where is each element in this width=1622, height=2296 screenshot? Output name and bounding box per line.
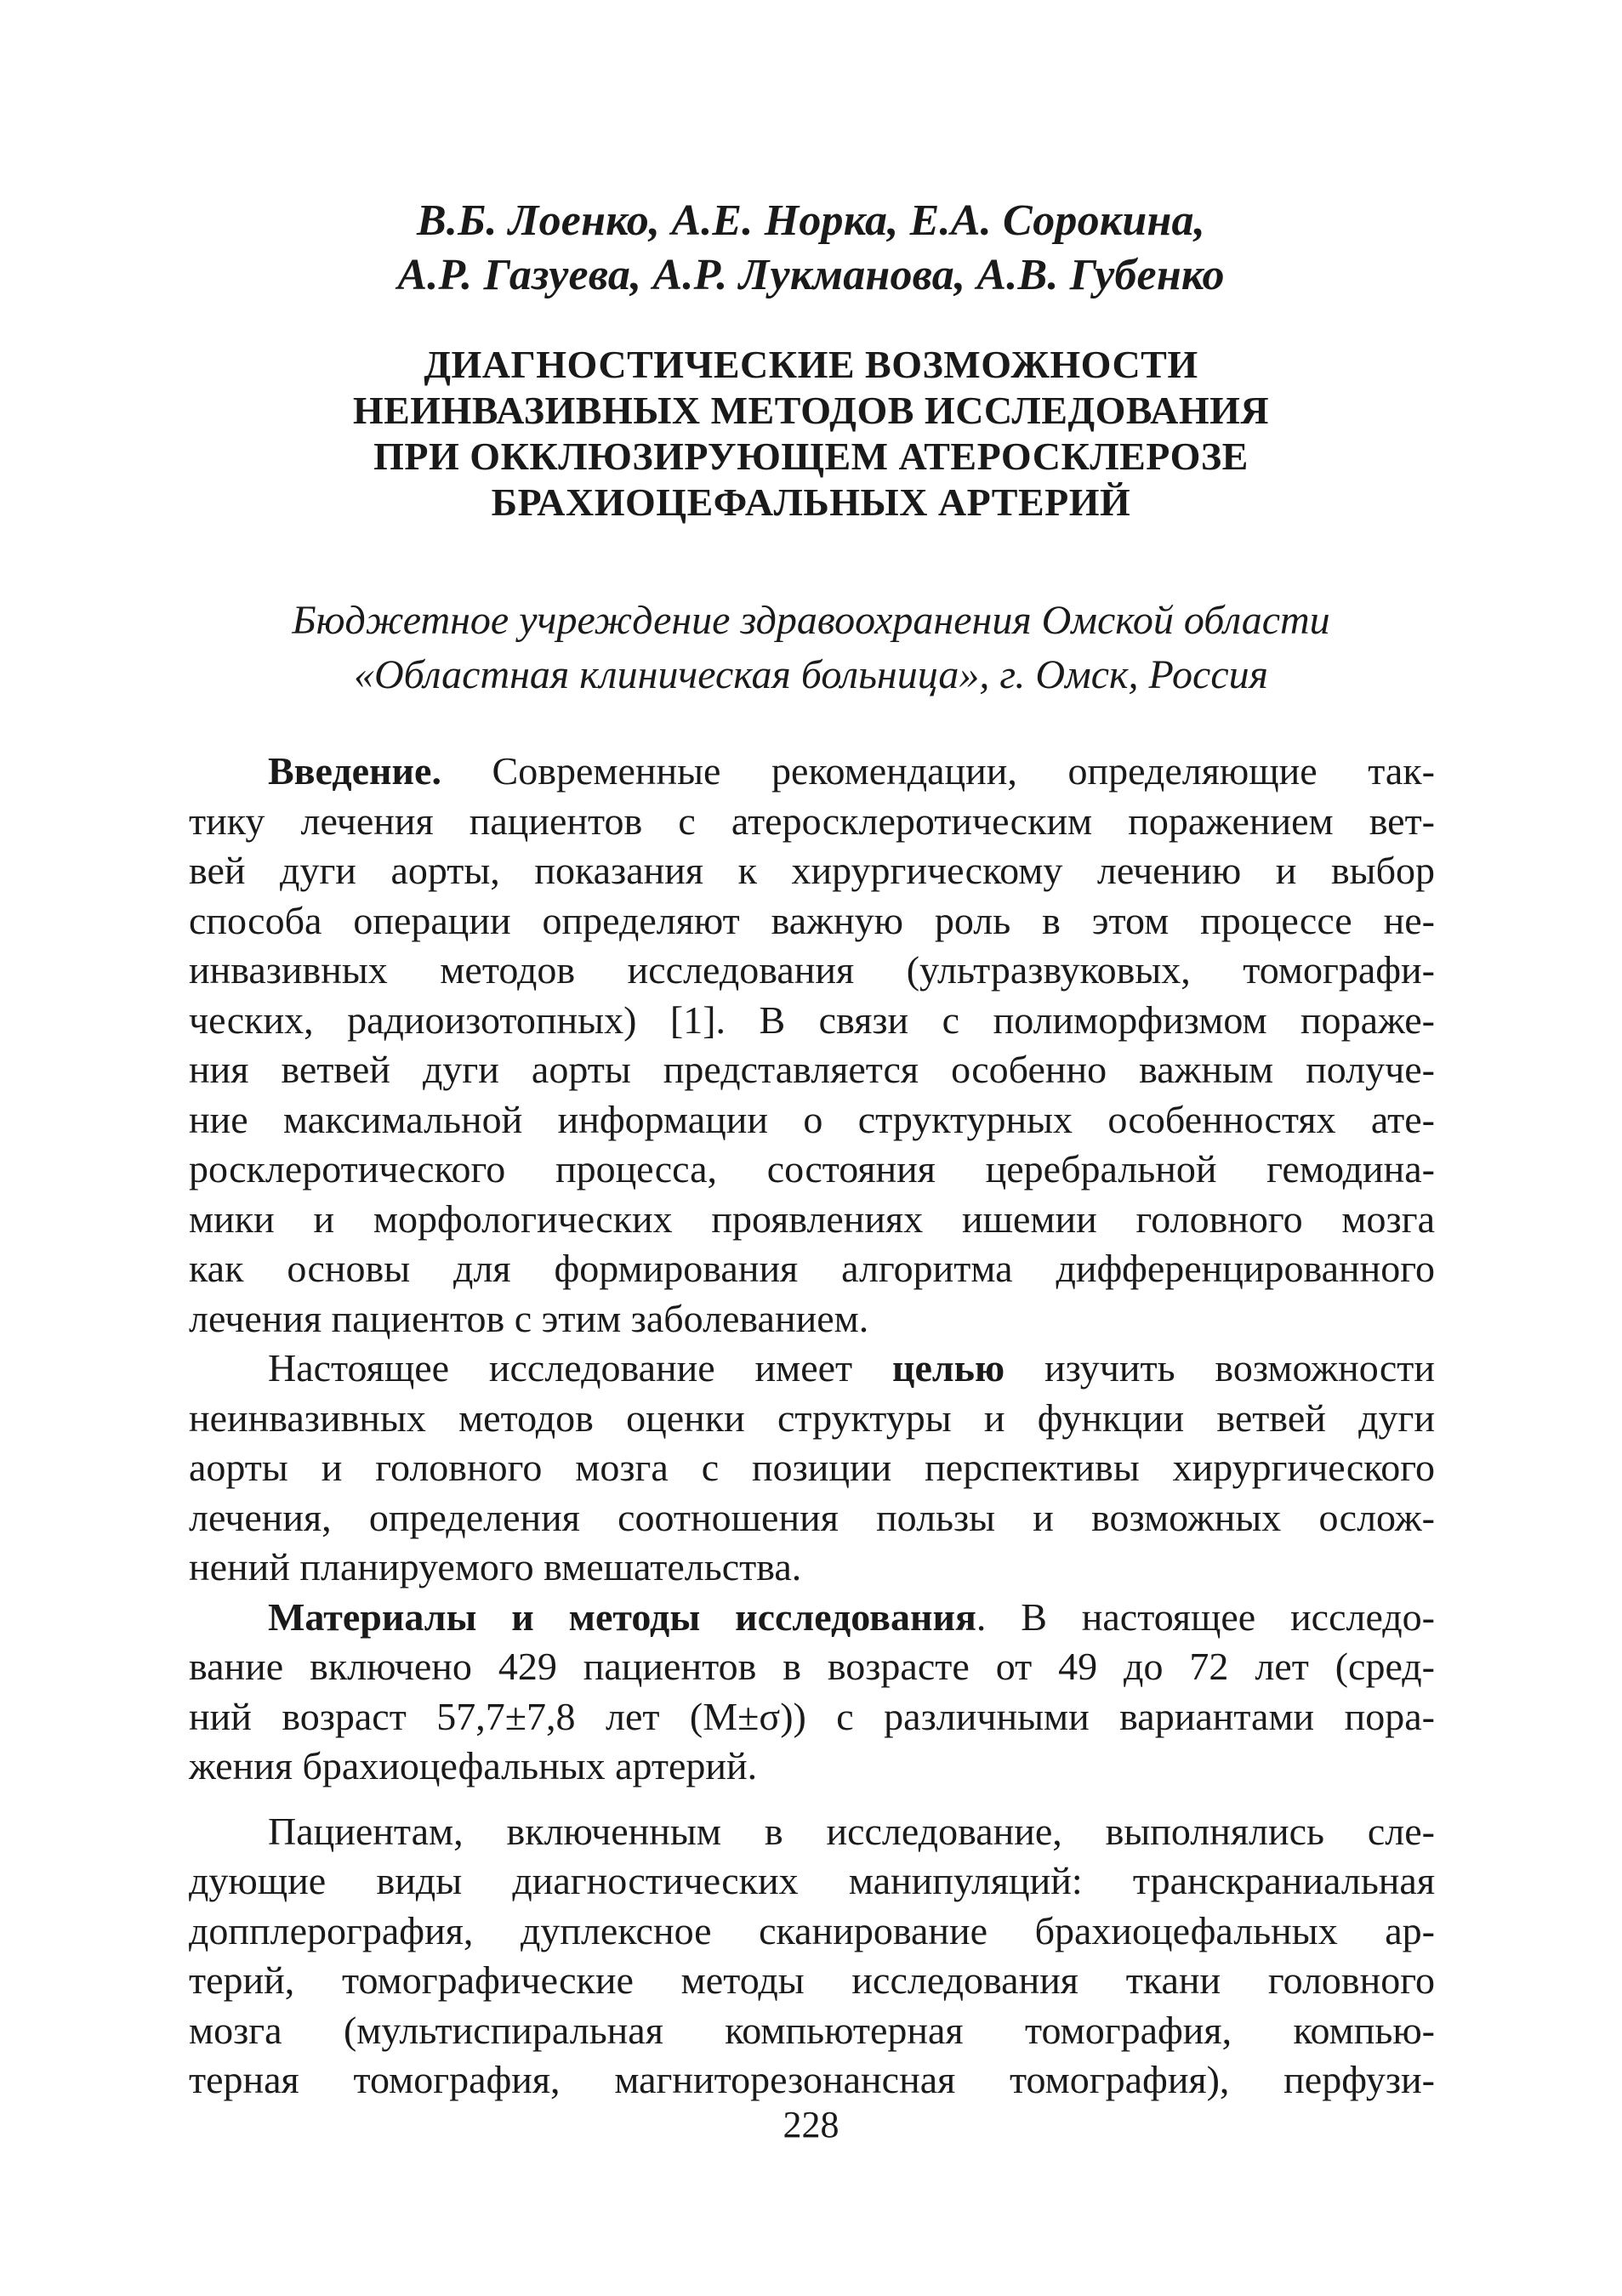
text-line: как основы для формирования алгоритма дифференцированного <box>189 1247 1435 1290</box>
intro-heading: Введение. <box>268 749 441 793</box>
authors-line-2: А.Р. Газуева, А.Р. Лукманова, А.В. Губенко <box>397 251 1225 299</box>
patients-paragraph <box>189 1807 1435 2106</box>
page-number: 228 <box>783 2104 839 2145</box>
text-line: мики и морфологических проявлениях ишемии головного мозга <box>189 1196 1435 1241</box>
intro-first-line: Современные рекомендации, определяющие так- <box>441 749 1435 793</box>
aim-after: изучить возможности <box>1005 1346 1435 1390</box>
title-line-3: ПРИ ОККЛЮЗИРУЮЩЕМ АТЕРОСКЛЕРОЗЕ <box>373 435 1249 478</box>
title-line-4: БРАХИОЦЕФАЛЬНЫХ АРТЕРИЙ <box>491 480 1131 524</box>
aim-keyword: целью <box>891 1346 1005 1390</box>
text-line: росклеротического процесса, состояния церебральной гемодина- <box>189 1147 1435 1191</box>
methods-first-line: . В настоящее исследо- <box>976 1594 1436 1639</box>
text-line <box>189 1344 1435 1394</box>
title-line-1: ДИАГНОСТИЧЕСКИЕ ВОЗМОЖНОСТИ <box>424 343 1198 386</box>
text-line: допплерография, дуплексное сканирование брахиоцефальных ар- <box>189 1908 1435 1952</box>
text-line: терий, томографические методы исследования ткани головного <box>189 1958 1435 2002</box>
text-line: ний возраст 57,7±7,8 лет (М±σ)) с различными вариантами пора- <box>189 1694 1435 1738</box>
aim-paragraph <box>189 1344 1435 1593</box>
affiliation-line-1: Бюджетное учреждение здравоохранения Омской области <box>292 598 1330 643</box>
text-line <box>189 747 1435 797</box>
text-line <box>189 1593 1435 1643</box>
methods-paragraph <box>189 1593 1435 1792</box>
text-line: способа операции определяют важную роль в этом процессе не- <box>189 898 1435 942</box>
title-line-2: НЕИНВАЗИВНЫХ МЕТОДОВ ИССЛЕДОВАНИЯ <box>352 389 1270 432</box>
text-line: лечения пациентов с этим заболеванием. <box>189 1296 869 1340</box>
text-line: мозга (мультиспиральная компьютерная томография, компью- <box>189 2008 1435 2052</box>
text-line: ние максимальной информации о структурных особенностях ате- <box>189 1097 1435 1141</box>
paragraph-gap <box>189 1792 1435 1807</box>
article-body <box>189 747 1435 2106</box>
text-line: Пациентам, включенным в исследование, выполнялись сле- <box>268 1809 1435 1853</box>
text-line: аорты и головного мозга с позиции перспективы хирургического <box>189 1446 1435 1489</box>
aim-before: Настоящее исследование имеет <box>268 1346 892 1390</box>
text-line: тику лечения пациентов с атеросклеротическим поражением вет- <box>189 798 1435 843</box>
text-line: лечения, определения соотношения пользы и возможных ослож- <box>189 1495 1435 1539</box>
text-line: инвазивных методов исследования (ультразвуковых, томографи- <box>189 948 1435 992</box>
text-line: ческих, радиоизотопных) [1]. В связи с полиморфизмом пораже- <box>189 997 1435 1042</box>
text-line: неинвазивных методов оценки структуры и функции ветвей дуги <box>189 1395 1435 1440</box>
text-line: нений планируемого вмешательства. <box>189 1545 802 1588</box>
affiliation <box>0 594 1622 702</box>
authors <box>0 194 1622 303</box>
authors-line-1: В.Б. Лоенко, А.Е. Норка, Е.А. Сорокина, <box>417 196 1205 245</box>
text-line: жения брахиоцефальных артерий. <box>189 1744 758 1787</box>
text-line: дующие виды диагностических манипуляций: транскраниальная <box>189 1859 1435 1902</box>
intro-paragraph <box>189 747 1435 1344</box>
paper-title <box>0 342 1622 526</box>
methods-heading: Материалы и методы исследования <box>268 1594 976 1639</box>
text-line: вей дуги аорты, показания к хирургическому лечению и выбор <box>189 849 1435 892</box>
text-line: терная томография, магниторезонансная томография), перфузи- <box>189 2058 1435 2101</box>
text-line: вание включено 429 пациентов в возрасте от 49 до 72 лет (сред- <box>189 1645 1435 1688</box>
affiliation-line-2: «Областная клиническая больница», г. Омск, Россия <box>354 652 1268 697</box>
text-line: ния ветвей дуги аорты представляется особенно важным получе- <box>189 1048 1435 1091</box>
